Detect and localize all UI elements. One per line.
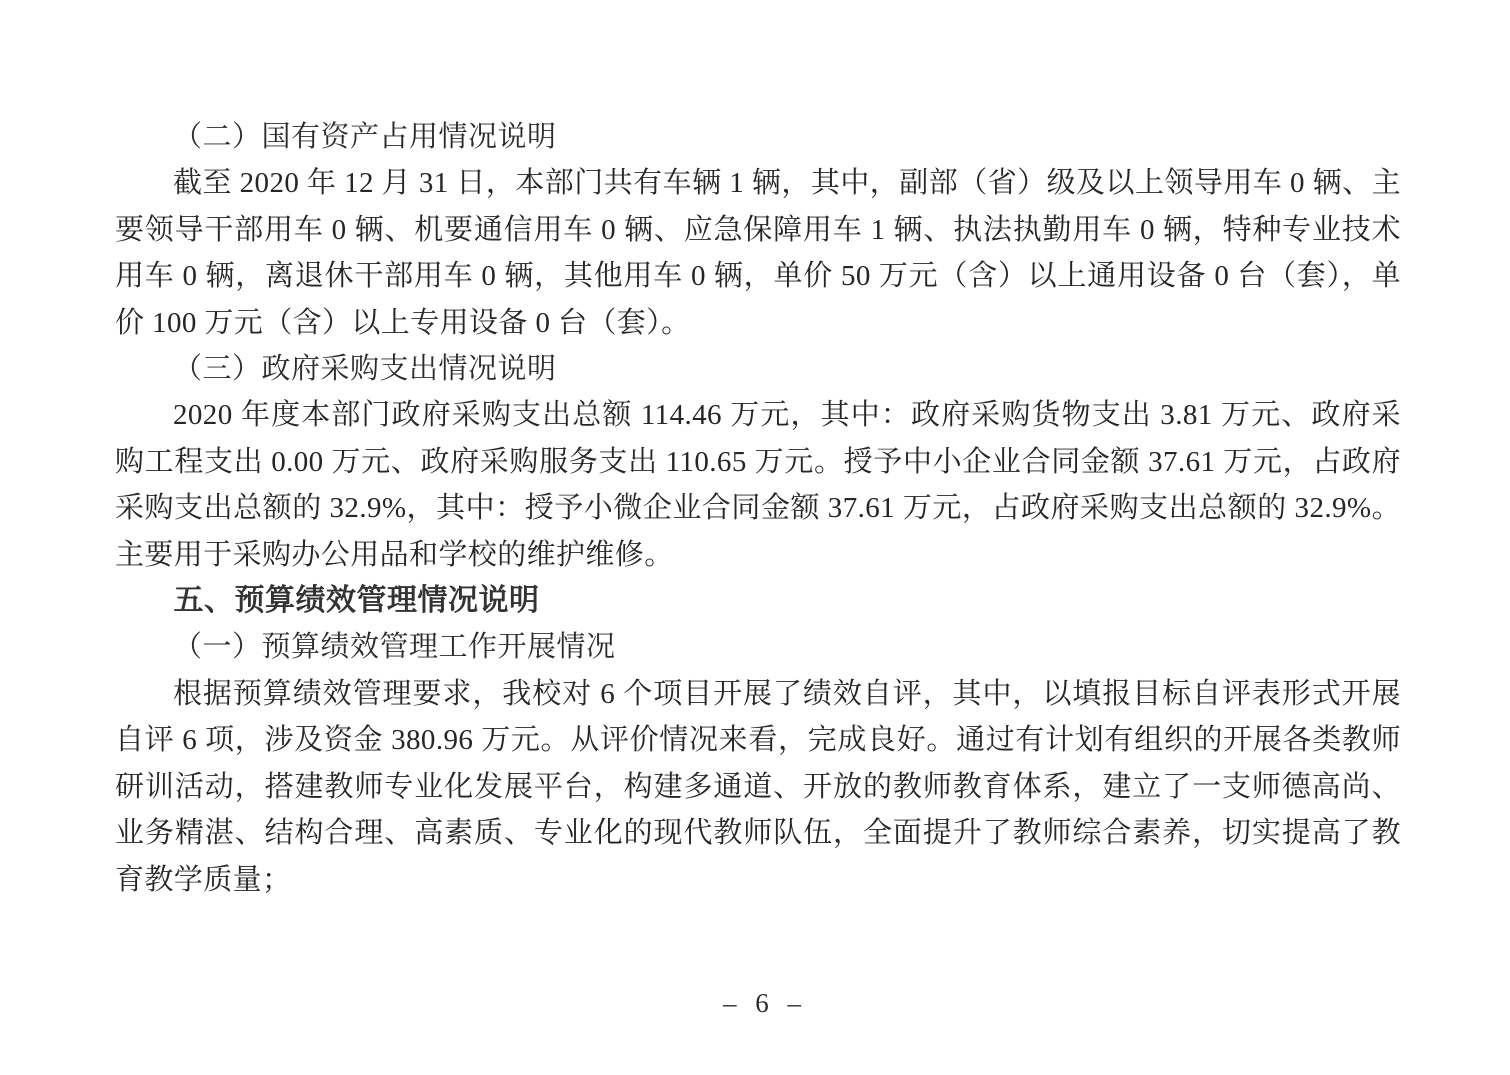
- section-heading-budget-performance: 五、预算绩效管理情况说明: [173, 584, 540, 618]
- section-heading-gov-procurement: （三）政府采购支出情况说明: [173, 353, 557, 386]
- paragraph-performance-work: 根据预算绩效管理要求，我校对 6 个项目开展了绩效自评，其中，以填报目标自评表形式开展自评 6 项，涉及资金 380.96 万元。从评价情况来看，完成良好。通过有计划有组织的开展各类教师研训活动，搭建教师专业化发展平台，构建多通道、开放的教师教育体系，建立了一支师德高尚、业务精湛、结构合理、高素质、专业化的现代教师队伍，全面提升了教师综合素养，切实提高了教育教学质量；: [115, 677, 1401, 896]
- section-heading-performance-work: （一）预算绩效管理工作开展情况: [173, 631, 616, 664]
- page-number: – 6 –: [723, 988, 807, 1018]
- paragraph-state-assets: 截至 2020 年 12 月 31 日，本部门共有车辆 1 辆，其中，副部（省）级及以上领导用车 0 辆、主要领导干部用车 0 辆、机要通信用车 0 辆、应急保障用车 1 辆、执法执勤用车 0 辆，特种专业技术用车 0 辆，离退休干部用车 0 辆，其他用车 0 辆，单价 50 万元（含）以上通用设备 0 台（套），单价 100 万元（含）以上专用设备 0 台（套）。: [115, 167, 1401, 339]
- paragraph-gov-procurement: 2020 年度本部门政府采购支出总额 114.46 万元，其中：政府采购货物支出 3.81 万元、政府采购工程支出 0.00 万元、政府采购服务支出 110.65 万元。授予中小企业合同金额 37.61 万元，占政府采购支出总额的 32.9%，其中：授予小微企业合同金额 37.61 万元，占政府采购支出总额的 32.9%。主要用于采购办公用品和学校的维护维修。: [115, 399, 1401, 571]
- section-heading-state-assets: （二）国有资产占用情况说明: [173, 121, 557, 153]
- document-content: [115, 114, 1401, 903]
